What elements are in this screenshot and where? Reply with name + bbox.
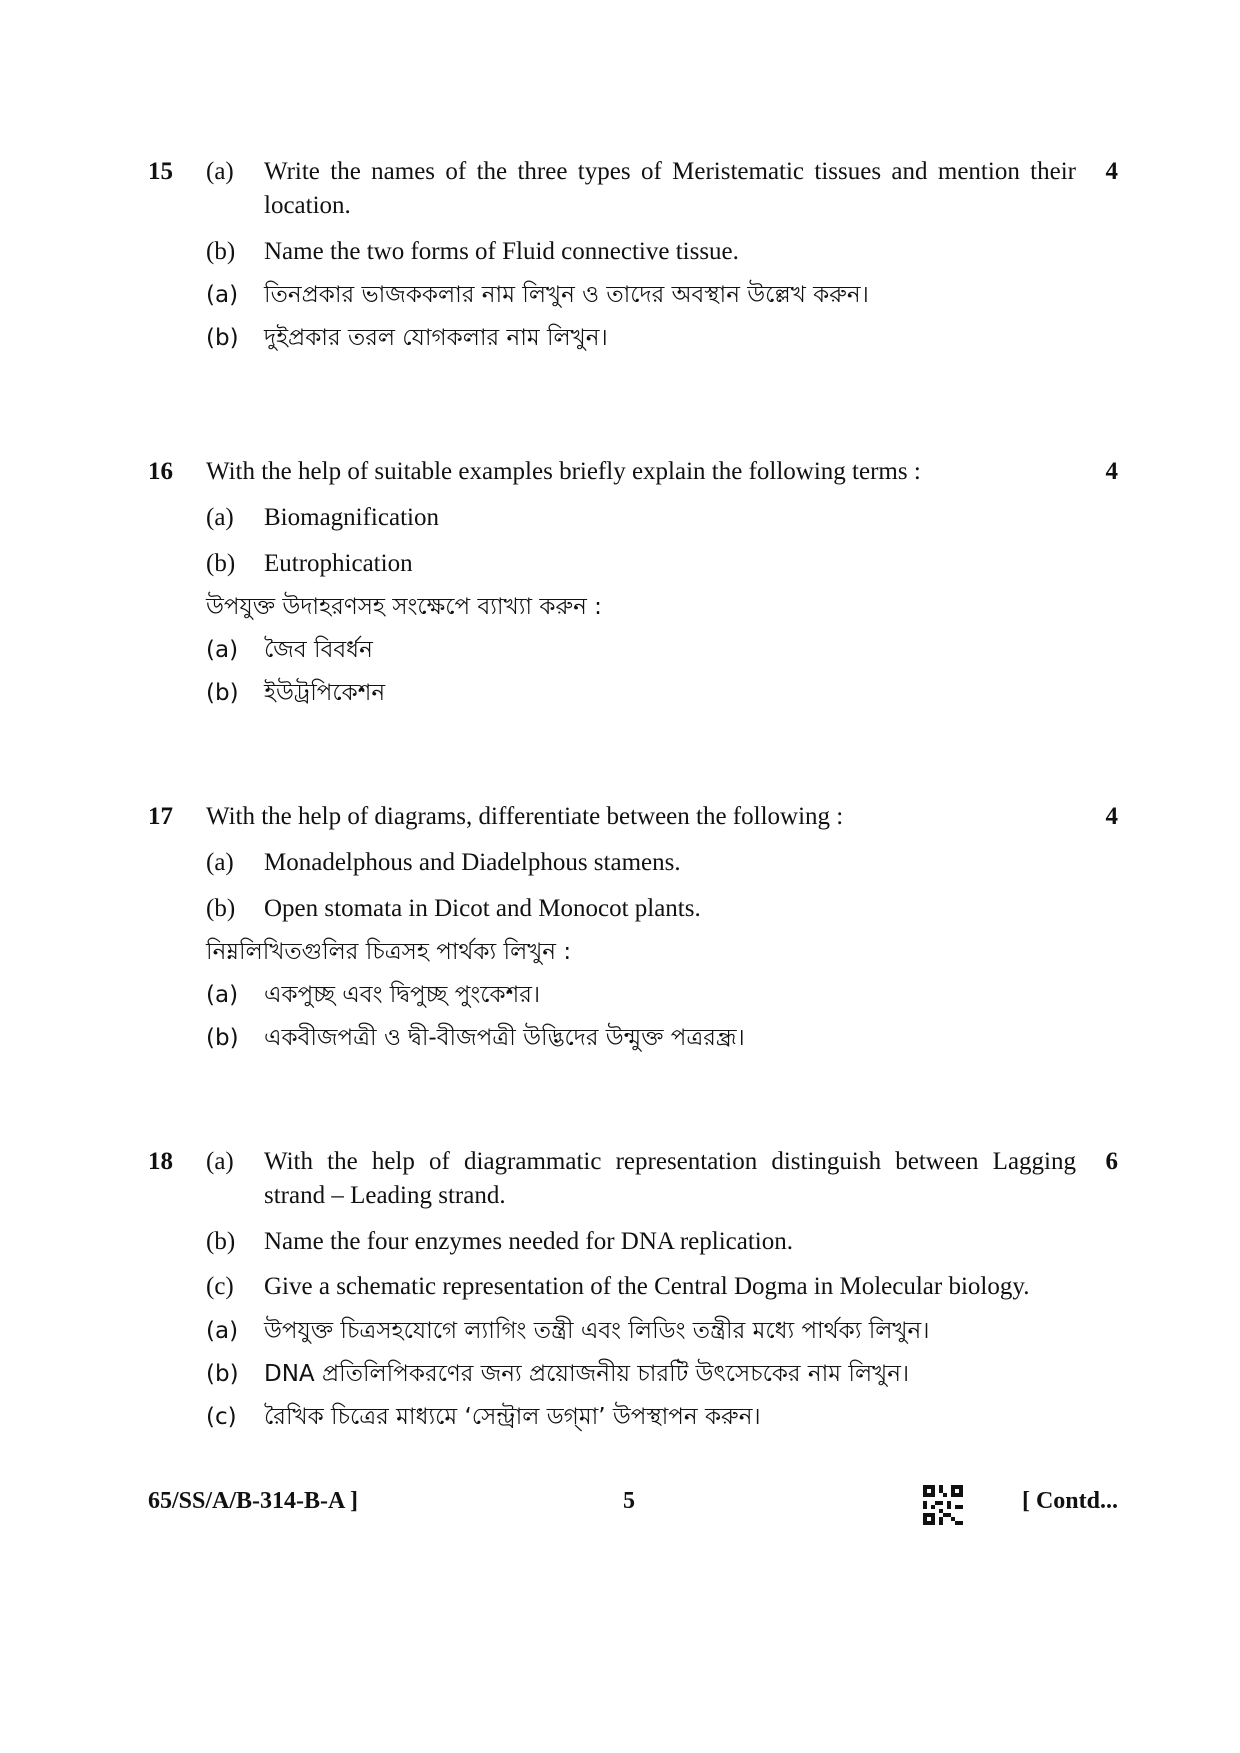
- part-label: (a): [206, 1148, 234, 1175]
- part-text: Biomagnification: [264, 503, 439, 531]
- part-label: (b): [206, 549, 236, 577]
- part: [206, 1145, 1076, 1213]
- question-marks: 4: [1105, 458, 1118, 485]
- qr-code-icon: [923, 1485, 963, 1525]
- part-label: (b): [206, 1025, 239, 1052]
- question-15: [148, 155, 1118, 366]
- part: [206, 1402, 1076, 1433]
- part-label: (b): [206, 894, 236, 922]
- part-label: (b): [206, 1227, 236, 1255]
- part-label: (a): [206, 1318, 239, 1344]
- part: [206, 235, 1076, 269]
- part: [206, 501, 1076, 535]
- question-intro-bengali: নিম্নলিখিতগুলির চিত্রসহ পার্থক্য লিখুন :: [206, 939, 572, 966]
- part-text: Name the four enzymes needed for DNA replication.: [264, 1227, 793, 1255]
- part-text: With the help of diagrammatic representation distinguish between Lagging strand – Leading strand.: [264, 1148, 1076, 1209]
- part-label: (c): [206, 1404, 237, 1431]
- part: [206, 1316, 1076, 1347]
- part-text: Monadelphous and Diadelphous stamens.: [264, 848, 681, 876]
- part: [206, 980, 1076, 1011]
- part-text: তিনপ্রকার ভাজককলার নাম লিখুন ও তাদের অবস্থান উল্লেখ করুন।: [264, 282, 869, 309]
- question-16: [148, 455, 1118, 721]
- part-text: দুইপ্রকার তরল যোগকলার নাম লিখুন।: [264, 325, 608, 352]
- part-text: উপযুক্ত চিত্রসহযোগে ল্যাগিং তন্ত্রী এবং লিডিং তন্ত্রীর মধ্যে পার্থক্য লিখুন।: [264, 1318, 930, 1344]
- part: [206, 678, 1076, 709]
- part-label: (a): [206, 282, 239, 309]
- part: [206, 1359, 1076, 1390]
- part: [206, 892, 1076, 926]
- question-intro: With the help of diagrams, differentiate between the following :: [206, 803, 844, 830]
- page-number: 5: [623, 1488, 635, 1514]
- part: [206, 547, 1076, 581]
- part-label: (b): [206, 680, 239, 707]
- part-text: একবীজপত্রী ও দ্বী-বীজপত্রী উদ্ভিদের উন্মুক্ত পত্ররন্ধ্র।: [264, 1025, 745, 1052]
- part: [206, 155, 1076, 223]
- part-text: Eutrophication: [264, 549, 413, 577]
- part: [206, 1225, 1076, 1259]
- continued-label: [ Contd...: [1021, 1488, 1118, 1514]
- part-label: (b): [206, 1361, 239, 1388]
- question-number: 17: [148, 803, 173, 830]
- question-marks: 4: [1105, 803, 1118, 830]
- part: [206, 323, 1076, 354]
- question-intro: With the help of suitable examples briefly explain the following terms :: [206, 458, 921, 485]
- part-text: Open stomata in Dicot and Monocot plants.: [264, 894, 701, 922]
- part: [206, 846, 1076, 880]
- part-label: (a): [206, 158, 234, 185]
- part-text: ইউট্রপিকেশন: [264, 680, 386, 707]
- paper-code: 65/SS/A/B-314-B-A ]: [148, 1488, 359, 1514]
- question-number: 18: [148, 1148, 173, 1175]
- part-text: রৈখিক চিত্রের মাধ্যমে ‘সেন্ট্রাল ডগ্‌মা’ উপস্থাপন করুন।: [264, 1404, 761, 1431]
- question-marks: 6: [1105, 1148, 1118, 1175]
- part-text: একপুচ্ছ এবং দ্বিপুচ্ছ পুংকেশর।: [264, 982, 541, 1009]
- part-label: (a): [206, 503, 234, 531]
- question-number: 15: [148, 158, 173, 185]
- part-label: (a): [206, 637, 239, 664]
- question-17: [148, 800, 1118, 1066]
- part-label: (c): [206, 1273, 234, 1301]
- part-text: Name the two forms of Fluid connective tissue.: [264, 237, 739, 265]
- part-text: জৈব বিবর্ধন: [264, 637, 373, 664]
- page-footer: [148, 1485, 1118, 1525]
- part-label: (b): [206, 325, 239, 352]
- part-label: (a): [206, 848, 234, 876]
- question-marks: 4: [1105, 158, 1118, 185]
- part: [206, 1270, 1076, 1304]
- part-text: Write the names of the three types of Meristematic tissues and mention their location.: [264, 158, 1076, 219]
- part: [206, 635, 1076, 666]
- part-text: Give a schematic representation of the Central Dogma in Molecular biology.: [264, 1273, 1030, 1301]
- part-label: (a): [206, 982, 239, 1009]
- part: [206, 1023, 1076, 1054]
- question-18: [148, 1145, 1118, 1445]
- part: [206, 280, 1076, 311]
- question-intro-bengali: উপযুক্ত উদাহরণসহ সংক্ষেপে ব্যাখ্যা করুন :: [206, 594, 602, 621]
- part-label: (b): [206, 237, 236, 265]
- question-number: 16: [148, 458, 173, 485]
- part-text: DNA প্রতিলিপিকরণের জন্য প্রয়োজনীয় চারটি উৎসেচকের নাম লিখুন।: [264, 1361, 910, 1388]
